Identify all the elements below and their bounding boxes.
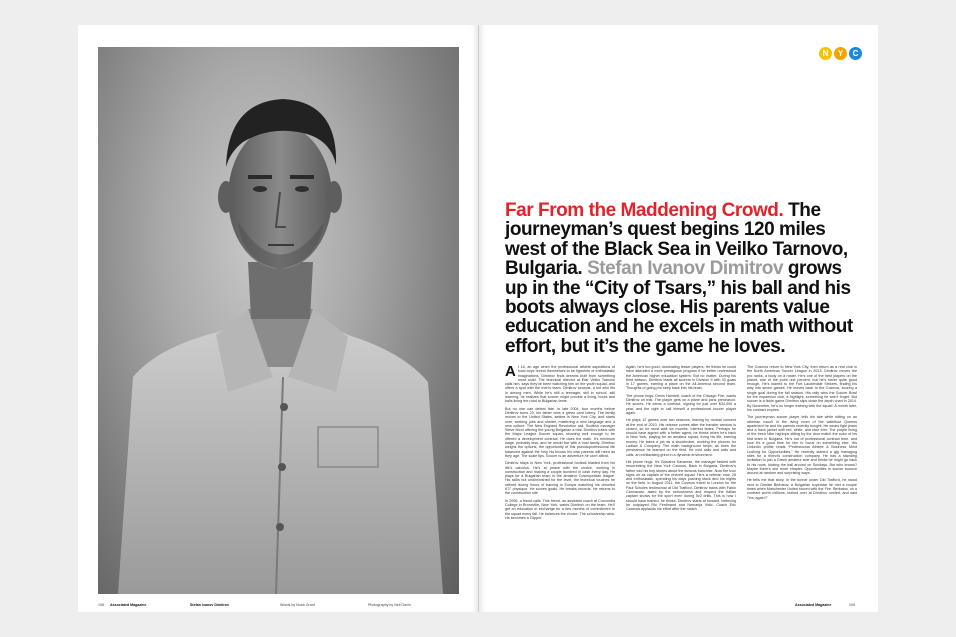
portrait-illustration	[98, 47, 459, 594]
body-paragraph: In 2006, a friend calls. This friend, an assistant coach at Concordia College in Bronxville, New York, wants Dimitrov on the team. He’ll get an education in exchange for a few months of commitment to the squad every fall. He balances the choice. The scholarship wins. He becomes a Clipper.	[505, 498, 615, 520]
body-column-1	[505, 365, 615, 597]
headline-part-2: grows up in the “City of Tsars,” his ball and his boots always close. His parents value education and he excels in math without effort, but it’s the game he loves.	[505, 258, 853, 357]
headline-kicker: Far From the Maddening Crowd.	[505, 200, 784, 221]
body-paragraph: The journeyman soccer player tells his tale while sitting on an ottoman couch in the living room of the walkflour Queens apartment he and his parents recently bought. He wears tight jeans and a track jacket with red, white, and blue trim. The purple lining of the fresh Nike highlops sitting by the door match the color of his first team in Bulgaria. He’s out of professional contract time, and now it’s a good time for him to focus on something else. His LinkedIn profile reads “Professional Athlete & Business Mind Looking for Opportunities.” He recently started a gig managing sites for a friend’s construction company. He has a standing invitation to join a Greek amateur side and thinks he might go back to his roots, kicking the ball around on Sundays. But who knows? Maybe there’s one more chapter. Opportunities in soccer bounce around at random and surprising ways.	[747, 415, 857, 476]
magazine-spread	[78, 25, 878, 612]
body-paragraph: Dimitrov stays in New York, professional football blasted from his life’s calculus. He’s at peace with the choice, working in construction and making a couple hundred in cash every day. He plays for a Bulgarian team in the amateur Cosmopolitan league. His skills but undiminished for the level, the technical touches he refined during hours of training in Europe matching his chiseled 6’1” physique. He scores goals. He breaks records. He returns to the construction site.	[505, 461, 615, 496]
portrait-photo	[98, 47, 459, 594]
body-column-2	[626, 365, 736, 597]
left-footer-publication: Associated Magazine	[110, 603, 147, 607]
drop-cap: A	[505, 365, 516, 380]
body-paragraph: But no one can defeat fate. In late 2004, four months before Dimitrov turns 20, his father wins a green card lottery. The family moves to the United States, settles in New York City, and starts over, seeking jobs and shelter, mastering a new language and a new culture. The New England Revolution call. Scottish manager Steve Nicol offering the young Bulgarian a trial. Dimitrov trains with the Major League Soccer squad, showing well enough to be offered a development contract. He does the math. It’s minimum wage, probably less, and he would live with a host family. Dimitrov weighs the options, the opportunity of this pseudoprofessional life balanced against the help his knows his own parents will need as they age. The scale tips. Soccer is an adventure he can’t afford.	[505, 406, 615, 458]
right-footer-page-number: 109	[849, 603, 855, 607]
body-paragraph: The phone rings. Denis Hamlett, coach of the Chicago Fire, wants Dimitrov on trial. The player gets on a plane and joins preseason. He scores. He earns a contract, signing for just over $34,000 a year, and the right to call himself a professional soccer player again.	[626, 393, 736, 415]
body-paragraph: Again, he’s too good, dominating lesser players. He thinks he could have attended a more prestigious program if he better understood the American higher education system. But no matter. During his third season, Dimitrov leads all scorers in Division II with 33 goals in 17 games, earning a place on the All-America second team. Thoughts of going pro seep back into his brain.	[626, 365, 736, 391]
body-paragraph: His phone rings. It’s Giovanni Savarese, the manager tasked with resurrecting the New York Cosmos. Back in Bulgaria, Dimitrov’s father told his boy stories about the famous franchise. Now the icon signs on as captain of the revived squad. He’s a veteran now, 26 and enthusiastic, spending his days pushing stock and his nights on the field. In August 2011, the Cosmos travel to London for the Paul Scholes testimonial at Old Trafford. Dimitrov trains with Fabio Cannavaro, awed by the seriousness and respect the Italian captain shows for the sport even during 5v2 drills. This is how I should have trained, he thinks. Dimitrov starts at forward, believing he outplayed Rio Ferdinand and Nemanja Vidic. Coach Eric Cantona applauds his effort after the match.	[626, 459, 736, 512]
article-body	[505, 365, 857, 597]
nyc-badge-y: Y	[834, 47, 847, 60]
left-footer-photo-credit: Photography by Neil Gavin	[368, 603, 411, 607]
left-footer-subject: Stefan Ivanov Dimitrov	[190, 603, 229, 607]
body-paragraph: He plays 12 games over two seasons, leaving by mutual consent at the end of 2010. His release comes after the transfer window is closed, so he must wait six months. Interest fades. Perhaps he should have signed with a better agent, he thinks when he’s back in New York, playing for an amateur squad, living his life, earning money. He takes a job as a stockbroker, working the phones for Ladlaw & Company. The math background helps, as does the persistence he learned on the field. He cold calls and calls and calls, an exhilarating grind in a dynamic environment.	[626, 418, 736, 457]
nyc-badge-n: N	[819, 47, 832, 60]
right-footer-publication: Associated Magazine	[795, 603, 832, 607]
body-paragraph: The Cosmos return to New York City, then return as a real club in the North American Soccer League in 2013. Dimitrov moves the pro ranks, a body on a roster. He’s one of the best players on the planet, one of the point one percent, but he’s never quite good enough. He’s loaned to the Fort Lauderdale Strikers, finding his way into seven games. He moves back to the Cosmos, scoring a single goal during the fall season. His rally wins the Soccer Bowl for the expansion club, a highlight, something he won’t forget. But soccer is a fickle game Dimitrov slips down the depth chart in 2014. By November, he’s no longer training with the squad. A month later, his contract expires.	[747, 365, 857, 412]
body-paragraph: He tells me that story. In the tunnel under Old Trafford, he stood next to Dimitar Berbatov, a Bulgarian superstar he met a couple times when Manchester United toured with the Fire. Berbatov, on a contract worth millions, looked over at Dimitrov, smiled, and said “You again?”	[747, 478, 857, 500]
left-footer-page-number: 108	[98, 603, 104, 607]
left-footer-words-credit: Words by Noah Grant	[280, 603, 315, 607]
nyc-badge-c: C	[849, 47, 862, 60]
headline-subject-name: Stefan Ivanov Dimitrov	[587, 258, 784, 280]
body-column-3	[747, 365, 857, 597]
right-page	[479, 25, 878, 612]
left-page	[78, 25, 478, 612]
body-paragraph: At 16, an age when the professional athlete aspirations of local boys reveal themselves to be figments of enthusiastic imaginations, Dimitrov finds dreams built from something more solid. The technical director at Etar Veliko Tarnovo calls him, says they’ve been watching him on the youth squad, and offers a spot with the men’s team. Dimitrov accepts, a kid who fits in among men. While he’s still a teenager, still in school, still learning, he realizes that soccer might provide a living, boots and balls lining the road to Bulgarian fame.	[505, 365, 615, 404]
article-headline	[505, 201, 857, 356]
headline-part-1: The journeyman’s quest begins 120 miles west of the Black Sea in Veilko Tarnovo, Bulgaria.	[505, 200, 848, 280]
